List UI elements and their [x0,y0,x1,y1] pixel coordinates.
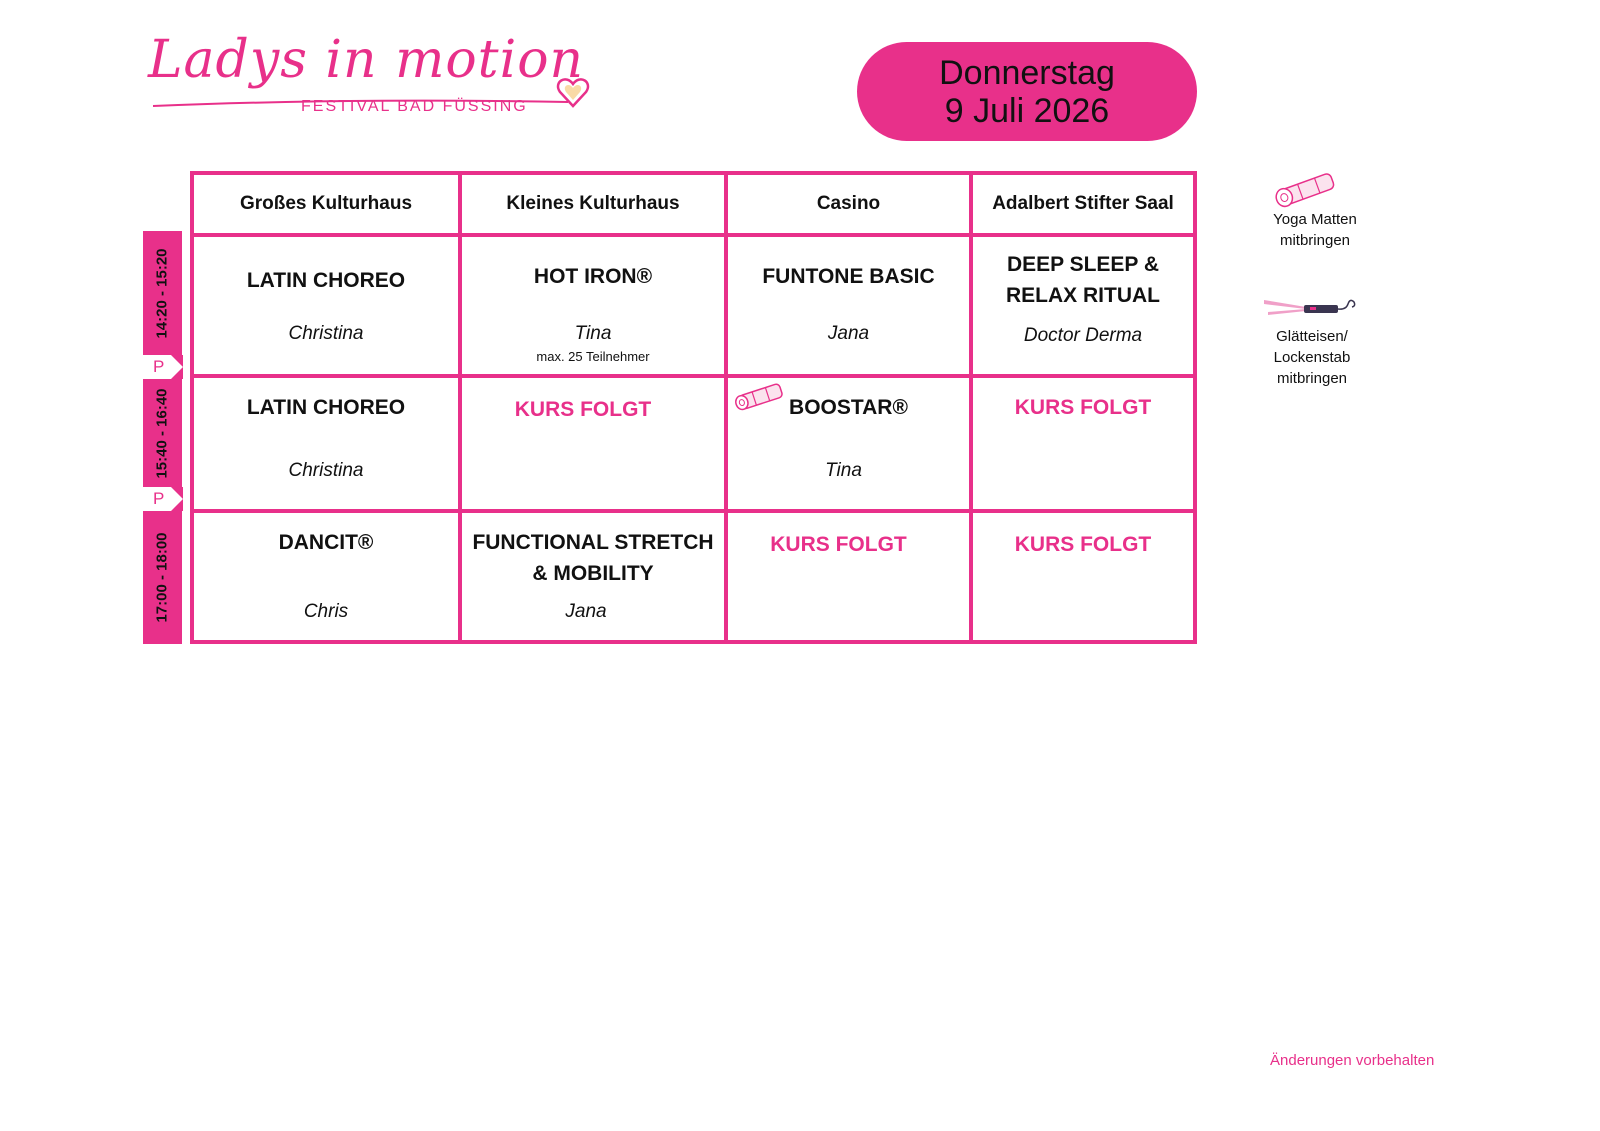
room-header: Kleines Kulturhaus [462,175,724,233]
date-badge [857,42,1197,141]
course-placeholder: KURS FOLGT [770,533,907,556]
logo-script-text: Ladys in motion [148,30,585,90]
course-title: HOT IRON® [533,265,653,288]
trainer-name: Jana [565,601,607,622]
trainer-name: Doctor Derma [1023,325,1143,346]
course-title: FUNCTIONAL STRETCH & MOBILITY [472,531,714,585]
course-cell [194,237,458,374]
course-cell [462,237,724,374]
course-cell [462,513,724,640]
logo-subtitle: FESTIVAL BAD FÜSSING [301,98,528,115]
course-cell [973,378,1193,509]
changes-disclaimer: Änderungen vorbehalten [1270,1052,1435,1069]
festival-logo [148,30,608,125]
trainer-name: Christina [288,460,364,481]
course-title: LATIN CHOREO [246,396,406,419]
trainer-name: Chris [303,601,349,622]
course-title: DEEP SLEEP & RELAX RITUAL [1006,253,1160,307]
room-header: Adalbert Stifter Saal [973,175,1193,233]
course-cell [973,237,1193,374]
course-title: FUNTONE BASIC [762,265,935,288]
trainer-name: Jana [827,323,870,344]
course-placeholder: KURS FOLGT [1014,533,1152,556]
course-cell [462,378,724,509]
pause-marker-2: P [143,487,183,511]
participant-limit-note: max. 25 Teilnehmer [536,349,650,364]
trainer-name: Tina [574,323,612,344]
time-slot-2: 15:40 - 16:40 [143,379,182,487]
course-placeholder: KURS FOLGT [1014,396,1152,419]
course-title: BOOSTAR® [789,396,908,419]
course-cell [194,513,458,640]
date-label: 9 Juli 2026 [944,91,1110,130]
room-header: Casino [728,175,969,233]
time-slot-1: 14:20 - 15:20 [143,231,182,355]
yoga-legend-text: Yoga Matten mitbringen [1273,211,1357,249]
course-cell [194,378,458,509]
time-slot-3: 17:00 - 18:00 [143,511,182,644]
course-title: DANCIT® [278,531,374,554]
hair-straightener-icon [1262,294,1358,318]
course-cell [728,237,969,374]
trainer-name: Christina [288,323,364,344]
trainer-name: Tina [825,460,862,481]
pause-marker-1: P [143,355,183,379]
course-cell [728,378,969,509]
iron-legend-text: Glätteisen/ Lockenstab mitbringen [1273,328,1351,387]
course-cell [973,513,1193,640]
course-cell [728,513,969,640]
course-placeholder: KURS FOLGT [514,398,652,421]
schedule-table [190,171,1197,644]
room-header: Großes Kulturhaus [194,175,458,233]
course-title: LATIN CHOREO [246,269,406,292]
yoga-mat-icon [1270,170,1340,210]
weekday-label: Donnerstag [939,53,1115,92]
